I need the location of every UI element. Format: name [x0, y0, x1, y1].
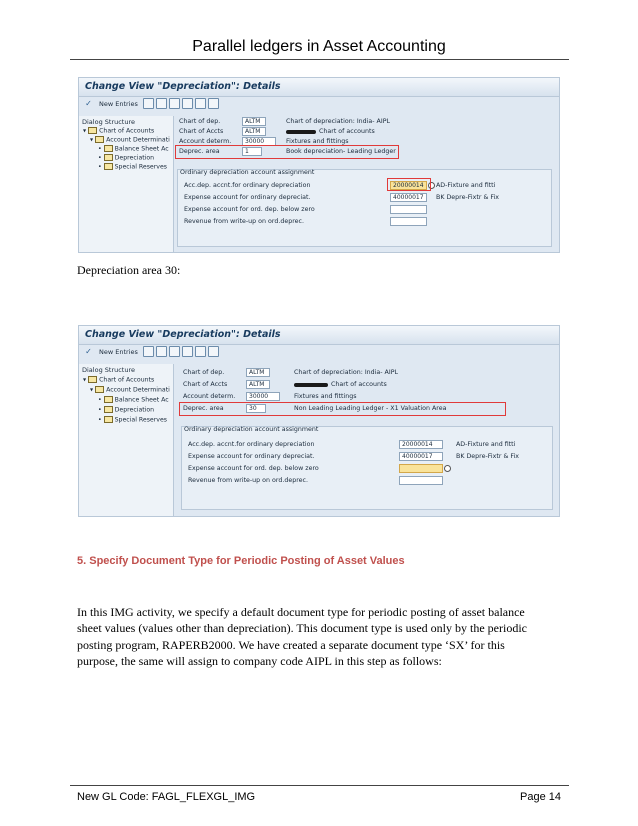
expense-below-zero-label: Expense account for ord. dep. below zero: [188, 465, 319, 472]
chart-of-dep-field[interactable]: ALTM: [246, 368, 270, 377]
group-title: Ordinary depreciation account assignment: [180, 169, 315, 176]
sap-screen-title: Change View "Depreciation": Details: [85, 81, 281, 92]
deprec-area-field[interactable]: 1: [242, 147, 262, 156]
folder-icon: [104, 416, 113, 423]
ordinary-depreciation-group: [177, 169, 552, 247]
body-line: sheet values (values other than depreciation). This document type is used only by the periodic: [77, 621, 527, 636]
redaction-mark: [294, 383, 328, 387]
chart-of-dep-description: Chart of depreciation: India- AIPL: [294, 369, 399, 376]
search-help-icon[interactable]: [444, 465, 451, 472]
caption-depreciation-area-30: Depreciation area 30:: [77, 263, 181, 277]
body-line: purpose, the same will assign to company code AIPL in this step as follows:: [77, 653, 442, 668]
expense-account-description: BK Depre-Fixtr & Fix: [436, 194, 500, 201]
acc-dep-label: Acc.dep. accnt.for ordinary depreciation: [184, 182, 311, 189]
chart-of-accts-description: Chart of accounts: [331, 381, 387, 388]
footer-left-text: New GL Code: FAGL_FLEXGL_IMG: [77, 791, 256, 803]
chart-of-accts-field[interactable]: ALTM: [246, 380, 270, 389]
sap-toolbar: [79, 97, 559, 111]
chart-of-accts-label: Chart of Accts: [179, 128, 224, 135]
account-determ-description: Fixtures and fittings: [294, 393, 357, 400]
body-line: posting program, RAPERB2000. We have created a separate document type ‘SX’ for this: [77, 637, 505, 652]
sap-title-bar: [79, 326, 559, 345]
new-entries-button[interactable]: New Entries: [99, 348, 138, 356]
folder-open-icon: [104, 406, 113, 413]
tree-node-depreciation[interactable]: • Depreciation: [98, 154, 155, 162]
folder-icon: [104, 145, 113, 152]
next-entry-icon[interactable]: [195, 346, 206, 357]
highlight-box: [179, 402, 506, 416]
expense-account-description: BK Depre-Fixtr & Fix: [456, 453, 520, 460]
section-heading: 5. Specify Document Type for Periodic Posting of Asset Values: [77, 555, 405, 567]
page-number: Page 14: [520, 791, 561, 803]
folder-icon: [104, 396, 113, 403]
copy-icon[interactable]: [143, 98, 154, 109]
folder-icon: [95, 136, 104, 143]
acc-dep-description: AD-Fixture and fitti: [456, 441, 516, 448]
acc-dep-description: AD-Fixture and fitti: [436, 182, 496, 189]
copy-icon[interactable]: [143, 346, 154, 357]
group-title: Ordinary depreciation account assignment: [184, 426, 319, 433]
tree-node-special-reserves[interactable]: • Special Reserves: [98, 163, 167, 171]
acc-dep-label: Acc.dep. accnt.for ordinary depreciation: [188, 441, 315, 448]
expense-below-zero-field[interactable]: [390, 205, 427, 214]
folder-icon: [88, 376, 97, 383]
account-determ-label: Account determ.: [179, 138, 232, 145]
folder-icon: [104, 163, 113, 170]
tree-node-balance-sheet[interactable]: • Balance Sheet Ac: [98, 145, 169, 153]
sap-screenshot-2: [78, 325, 560, 517]
ordinary-depreciation-group: [181, 426, 553, 510]
folder-icon: [88, 127, 97, 134]
delete-icon[interactable]: [156, 98, 167, 109]
account-determ-field[interactable]: 30000: [246, 392, 280, 401]
deprec-area-description: Non Leading Leading Ledger - X1 Valuation Area: [294, 405, 447, 412]
sap-toolbar: [79, 345, 559, 359]
account-determ-label: Account determ.: [183, 393, 236, 400]
page-header-title: Parallel ledgers in Asset Accounting: [192, 38, 446, 55]
tree-node-special-reserves[interactable]: • Special Reserves: [98, 416, 167, 424]
chart-of-accts-description: Chart of accounts: [319, 128, 375, 135]
expense-account-label: Expense account for ordinary depreciat.: [184, 194, 311, 201]
chart-of-dep-field[interactable]: ALTM: [242, 117, 266, 126]
revenue-write-up-label: Revenue from write-up on ord.deprec.: [184, 218, 305, 225]
sap-title-bar: [79, 78, 559, 97]
next-entry-icon[interactable]: [195, 98, 206, 109]
dialog-structure-title: Dialog Structure: [82, 366, 136, 374]
expense-below-zero-field[interactable]: [399, 464, 443, 473]
body-paragraph: [77, 604, 551, 669]
acc-dep-field[interactable]: 20000014: [390, 181, 427, 190]
chart-of-dep-label: Chart of dep.: [179, 118, 221, 125]
deprec-area-label: Deprec. area: [179, 148, 220, 155]
dialog-structure-panel: [79, 364, 174, 516]
revenue-write-up-label: Revenue from write-up on ord.deprec.: [188, 477, 309, 484]
chart-of-dep-description: Chart of depreciation: India- AIPL: [286, 118, 391, 125]
highlight-box: [387, 178, 431, 191]
expense-below-zero-label: Expense account for ord. dep. below zero: [184, 206, 315, 213]
sap-screen-title: Change View "Depreciation": Details: [85, 329, 281, 340]
deprec-area-description: Book depreciation- Leading Ledger: [286, 148, 396, 155]
previous-entry-icon[interactable]: [182, 346, 193, 357]
select-all-icon[interactable]: [208, 98, 219, 109]
tree-node-account-determination[interactable]: ▾ Account Determinati: [90, 136, 170, 144]
folder-open-icon: [104, 154, 113, 161]
tree-node-chart-of-accounts[interactable]: ▾ Chart of Accounts: [83, 376, 155, 384]
glasses-icon[interactable]: ✓: [85, 99, 92, 108]
header-rule: [70, 59, 569, 60]
tree-node-account-determination[interactable]: ▾ Account Determinati: [90, 386, 170, 394]
undo-icon[interactable]: [169, 98, 180, 109]
deprec-area-label: Deprec. area: [183, 405, 224, 412]
expense-account-field[interactable]: 40000017: [390, 193, 427, 202]
account-determ-description: Fixtures and fittings: [286, 138, 349, 145]
revenue-write-up-field[interactable]: [390, 217, 427, 226]
acc-dep-field[interactable]: 20000014: [399, 440, 443, 449]
revenue-write-up-field[interactable]: [399, 476, 443, 485]
footer-rule: [70, 785, 569, 786]
account-determ-field[interactable]: 30000: [242, 137, 276, 146]
tree-node-balance-sheet[interactable]: • Balance Sheet Ac: [98, 396, 169, 404]
sap-screenshot-1: [78, 77, 560, 253]
redaction-mark: [286, 130, 316, 134]
chart-of-accts-label: Chart of Accts: [183, 381, 228, 388]
tree-node-depreciation[interactable]: • Depreciation: [98, 406, 155, 414]
delete-icon[interactable]: [156, 346, 167, 357]
undo-icon[interactable]: [169, 346, 180, 357]
dialog-structure-panel: [79, 116, 174, 252]
chart-of-accts-field[interactable]: ALTM: [242, 127, 266, 136]
chart-of-dep-label: Chart of dep.: [183, 369, 225, 376]
previous-entry-icon[interactable]: [182, 98, 193, 109]
expense-account-label: Expense account for ordinary depreciat.: [188, 453, 315, 460]
select-all-icon[interactable]: [208, 346, 219, 357]
dialog-structure-title: Dialog Structure: [82, 118, 136, 126]
deprec-area-field[interactable]: 30: [246, 404, 266, 413]
highlight-box: [175, 145, 399, 159]
expense-account-field[interactable]: 40000017: [399, 452, 443, 461]
glasses-icon[interactable]: ✓: [85, 347, 92, 356]
folder-icon: [95, 386, 104, 393]
new-entries-button[interactable]: New Entries: [99, 100, 138, 108]
body-line: In this IMG activity, we specify a default document type for periodic posting of asset balance: [77, 605, 525, 619]
tree-node-chart-of-accounts[interactable]: ▾ Chart of Accounts: [83, 127, 155, 135]
